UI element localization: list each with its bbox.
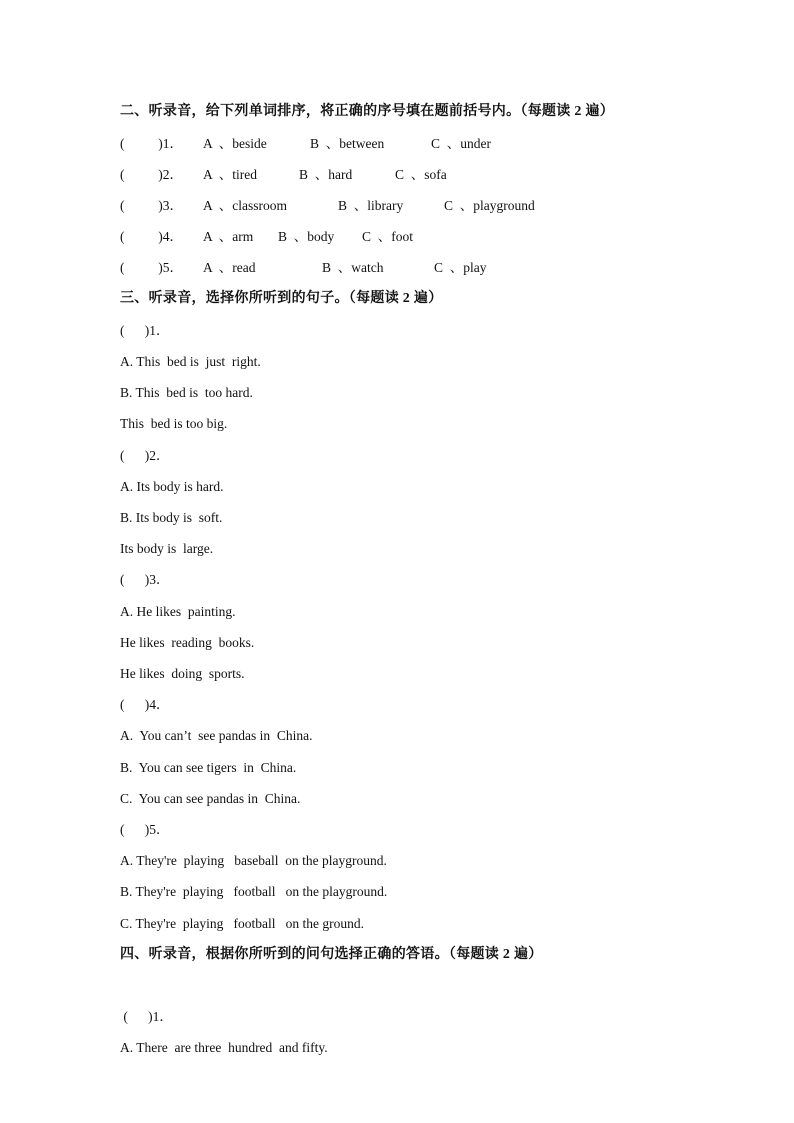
section-2-item-4 [120,227,720,247]
option-a: A 、arm [203,229,254,244]
answer-option: A. You can’t see pandas in China. [120,728,313,743]
option-a: A 、tired [203,167,257,182]
item-number: ( )5． [120,260,183,275]
option-a: A 、beside [203,136,267,151]
item-number: ( )2． [120,167,183,182]
answer-option: A. Its body is hard. [120,479,224,494]
question-number: ( )5． [120,822,170,837]
question-number: ( )4． [120,697,170,712]
section-2-item-5 [120,258,720,278]
question-number: ( )1． [120,1009,173,1024]
answer-option: He likes reading books. [120,635,255,650]
item-number: ( )4． [120,229,183,244]
option-b: B 、watch [322,260,384,275]
answer-option: He likes doing sports. [120,666,245,681]
answer-option: A. There are three hundred and fifty. [120,1040,328,1055]
question-number: ( )2． [120,448,170,463]
option-b: B 、between [310,136,385,151]
item-number: ( )3． [120,198,183,213]
option-a: A 、classroom [203,198,287,213]
section-4-heading: 四、听录音，根据你所听到的问句选择正确的答语。（每题读 2 遍） [120,947,543,962]
option-b: B 、body [278,229,335,244]
option-c: C 、play [434,260,487,275]
section-2-item-1 [120,134,720,154]
answer-option: C. You can see pandas in China. [120,791,301,806]
option-c: C 、playground [444,198,535,213]
section-3-heading: 三、听录音，选择你所听到的句子。（每题读 2 遍） [120,291,443,306]
option-c: C 、sofa [395,167,447,182]
section-2-item-2 [120,165,720,185]
answer-option: B. They're playing football on the playground. [120,884,388,899]
option-b: B 、hard [299,167,353,182]
option-c: C 、under [431,136,491,151]
section-2-item-3 [120,196,720,216]
option-c: C 、foot [362,229,414,244]
answer-option: B. This bed is too hard. [120,385,253,400]
answer-option: A. He likes painting. [120,604,236,619]
question-number: ( )1． [120,323,170,338]
answer-option: Its body is large. [120,541,214,556]
option-b: B 、library [338,198,404,213]
item-number: ( )1． [120,136,183,151]
answer-option: This bed is too big. [120,416,228,431]
answer-option: C. They're playing football on the ground. [120,916,365,931]
question-number: ( )3． [120,572,170,587]
option-a: A 、read [203,260,256,275]
section-2-heading: 二、听录音，给下列单词排序，将正确的序号填在题前括号内。（每题读 2 遍） [120,104,615,119]
answer-option: B. You can see tigers in China. [120,760,297,775]
answer-option: A. This bed is just right. [120,354,261,369]
answer-option: A. They're playing baseball on the playground. [120,853,387,868]
answer-option: B. Its body is soft. [120,510,223,525]
